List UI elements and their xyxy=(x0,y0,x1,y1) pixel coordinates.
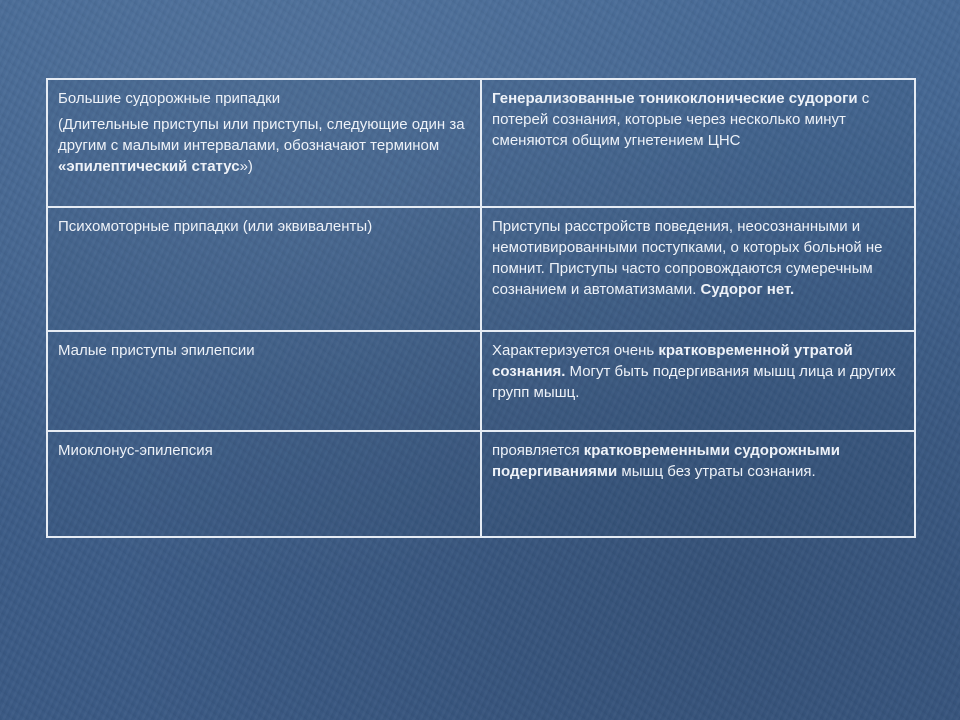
seizure-type-note: (Длительные приступы или приступы, следующие один за другим с малыми интервалами, обозначают термином «эпилептический статус») xyxy=(58,116,465,175)
description-text-after: мышц без утраты сознания. xyxy=(617,463,816,480)
seizure-description-cell xyxy=(481,331,915,431)
table-row xyxy=(47,431,915,537)
table-row xyxy=(47,79,915,207)
table-row xyxy=(47,331,915,431)
seizure-type-cell xyxy=(47,431,481,537)
seizure-types-table xyxy=(46,78,916,538)
seizure-type-title: Большие судорожные припадки xyxy=(58,90,281,107)
description-emphasis: кратковременной утратой сознания. xyxy=(492,342,853,380)
seizure-description-cell xyxy=(481,431,915,537)
description-emphasis: кратковременными судорожными подергиваниями xyxy=(492,442,840,480)
status-term: «эпилептический статус xyxy=(58,158,240,175)
description-emphasis: Генерализованные тоникоклонические судороги xyxy=(492,90,858,107)
seizure-description-cell xyxy=(481,207,915,331)
seizure-description-cell xyxy=(481,79,915,207)
description-text: проявляется xyxy=(492,442,584,459)
description-text: с потерей сознания, которые через несколько минут сменяются общим угнетением ЦНС xyxy=(492,90,870,149)
table-row xyxy=(47,207,915,331)
seizure-type-title: Психомоторные припадки (или эквиваленты) xyxy=(58,218,373,235)
description-text: Приступы расстройств поведения, неосознанными и немотивированными поступками, о которых больной не помнит. Приступы часто сопровождаются сумеречным сознанием и автоматизмами. xyxy=(492,218,883,298)
seizure-type-title: Малые приступы эпилепсии xyxy=(58,342,255,359)
seizure-type-cell xyxy=(47,79,481,207)
description-text: Характеризуется очень xyxy=(492,342,659,359)
seizure-type-title: Миоклонус-эпилепсия xyxy=(58,442,213,459)
seizure-type-cell xyxy=(47,207,481,331)
description-text-after: Могут быть подергивания мышц лица и других групп мышц. xyxy=(492,363,896,401)
description-emphasis: Судорог нет. xyxy=(700,281,795,298)
seizure-type-cell xyxy=(47,331,481,431)
